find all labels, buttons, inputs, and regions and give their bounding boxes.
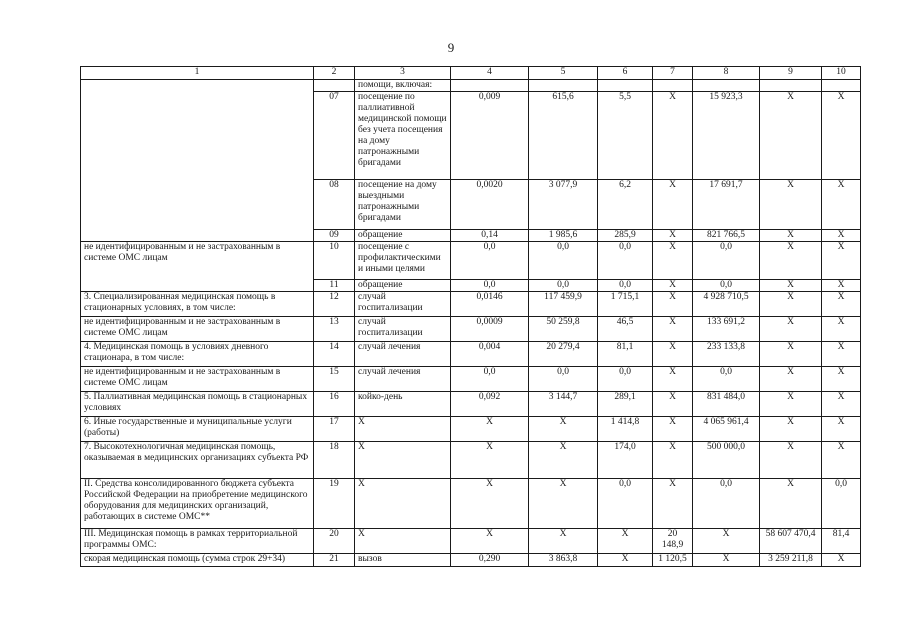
col-header-8: 8 (693, 67, 760, 80)
row-name-cell: не идентифицированным и не застрахованным в системе ОМС лицам (81, 242, 314, 292)
cell-unit: случай госпитализации (355, 292, 451, 317)
cell-c4: 0,0020 (451, 180, 529, 230)
cell-code: 08 (314, 180, 355, 230)
cell-c10: X (822, 180, 861, 230)
cell-c5: 1 985,6 (529, 230, 598, 242)
cell-c10: X (822, 292, 861, 317)
cell-unit: обращение (355, 280, 451, 292)
row-name-cell: скорая медицинская помощь (сумма строк 29+34) (81, 554, 314, 567)
table-row (81, 442, 861, 479)
cell-c9: X (760, 417, 822, 442)
cell-c7: X (653, 292, 693, 317)
cell-c6: X (598, 554, 653, 567)
cell-unit: обращение (355, 230, 451, 242)
cell-c5: 50 259,8 (529, 317, 598, 342)
cell-c8: 0,0 (693, 479, 760, 529)
row-name-cell: не идентифицированным и не застрахованным в системе ОМС лицам (81, 367, 314, 392)
cell-c9: X (760, 342, 822, 367)
cell-c8: 500 000,0 (693, 442, 760, 479)
table-row (81, 392, 861, 417)
cell-c6: 5,5 (598, 92, 653, 180)
cell-code: 11 (314, 280, 355, 292)
table-row (81, 342, 861, 367)
cell-code: 10 (314, 242, 355, 280)
cell-code: 14 (314, 342, 355, 367)
cell-c6: 174,0 (598, 442, 653, 479)
cell-c9: X (760, 280, 822, 292)
row-name-cell: не идентифицированным и не застрахованным в системе ОМС лицам (81, 317, 314, 342)
cell-c9: X (760, 230, 822, 242)
cell-c5: 0,0 (529, 242, 598, 280)
cell-c10: X (822, 317, 861, 342)
col-header-7: 7 (653, 67, 693, 80)
cell-c8: 4 065 961,4 (693, 417, 760, 442)
cell-code: 12 (314, 292, 355, 317)
cell-unit: посещение на дому выездными патронажными бригадами (355, 180, 451, 230)
cell-c5: 117 459,9 (529, 292, 598, 317)
cell-code: 19 (314, 479, 355, 529)
cell-c7: X (653, 317, 693, 342)
cell-c9: X (760, 367, 822, 392)
cell-c8: 15 923,3 (693, 92, 760, 180)
cell-c10: X (822, 554, 861, 567)
cell-c6: 0,0 (598, 367, 653, 392)
table-row (81, 242, 861, 280)
cell-c6: 0,0 (598, 479, 653, 529)
cell-c7: X (653, 342, 693, 367)
cell-code: 16 (314, 392, 355, 417)
cell-code: 17 (314, 417, 355, 442)
cell-c7: X (653, 280, 693, 292)
cell-c10: X (822, 280, 861, 292)
table-row (81, 417, 861, 442)
cell-c4: 0,009 (451, 92, 529, 180)
cell-c4: 0,0146 (451, 292, 529, 317)
cell-c9: X (760, 92, 822, 180)
cell-c7: 1 120,5 (653, 554, 693, 567)
col-header-3: 3 (355, 67, 451, 80)
col-header-4: 4 (451, 67, 529, 80)
row-name-cell: II. Средства консолидированного бюджета субъекта Российской Федерации на приобретение медицинского оборудования для медицинских организаций, работающих в системе ОМС** (81, 479, 314, 529)
continuation-row (81, 80, 861, 92)
row-name-cell: 7. Высокотехнологичная медицинская помощь, оказываемая в медицинских организациях субъекта РФ (81, 442, 314, 479)
col-header-5: 5 (529, 67, 598, 80)
cell-c8: 0,0 (693, 367, 760, 392)
cell-c4: 0,14 (451, 230, 529, 242)
cell-c4: 0,0 (451, 367, 529, 392)
cell-c6: 6,2 (598, 180, 653, 230)
cell-c10: X (822, 417, 861, 442)
cell-c5: 3 077,9 (529, 180, 598, 230)
cell-c4: X (451, 529, 529, 554)
cell-c7: X (653, 230, 693, 242)
cell-c8: 831 484,0 (693, 392, 760, 417)
table-row (81, 529, 861, 554)
row-name-cell: 5. Паллиативная медицинская помощь в стационарных условиях (81, 392, 314, 417)
cell-c9: X (760, 180, 822, 230)
cell-c5: X (529, 479, 598, 529)
cell-c10: 81,4 (822, 529, 861, 554)
cell-c8: 233 133,8 (693, 342, 760, 367)
cell-c10: 0,0 (822, 479, 861, 529)
cell-c8: 4 928 710,5 (693, 292, 760, 317)
header-row (81, 67, 861, 80)
cell-c7: X (653, 367, 693, 392)
cell-c4: 0,092 (451, 392, 529, 417)
cell-c5: 0,0 (529, 367, 598, 392)
cell-unit: X (355, 417, 451, 442)
col-header-2: 2 (314, 67, 355, 80)
cell-c10: X (822, 367, 861, 392)
financing-table (80, 66, 861, 567)
cell-c9: 3 259 211,8 (760, 554, 822, 567)
cell-code: 13 (314, 317, 355, 342)
cell-c9: X (760, 479, 822, 529)
cell-c4: X (451, 479, 529, 529)
cell-c5: X (529, 417, 598, 442)
cell-unit: X (355, 442, 451, 479)
cell-c6: 0,0 (598, 280, 653, 292)
cell-c5: 20 279,4 (529, 342, 598, 367)
cell-c8: X (693, 554, 760, 567)
cell-unit: случай госпитализации (355, 317, 451, 342)
cell-c9: X (760, 392, 822, 417)
cell-c10: X (822, 92, 861, 180)
cell-c5: 0,0 (529, 280, 598, 292)
row-name-cell: 4. Медицинская помощь в условиях дневного стационара, в том числе: (81, 342, 314, 367)
cell-c7: X (653, 392, 693, 417)
cell-c5: X (529, 529, 598, 554)
cell-unit: вызов (355, 554, 451, 567)
cell-c4: 0,004 (451, 342, 529, 367)
continuation-label: помощи, включая: (355, 80, 451, 92)
cell-c10: X (822, 230, 861, 242)
cell-unit: случай лечения (355, 342, 451, 367)
cell-c7: X (653, 479, 693, 529)
page-number: 9 (447, 40, 455, 55)
cell-c7: X (653, 180, 693, 230)
cell-c10: X (822, 342, 861, 367)
cell-c7: X (653, 417, 693, 442)
cell-code: 09 (314, 230, 355, 242)
table-row (81, 367, 861, 392)
cell-c6: 81,1 (598, 342, 653, 367)
cell-c8: 17 691,7 (693, 180, 760, 230)
cell-unit: случай лечения (355, 367, 451, 392)
cell-code: 21 (314, 554, 355, 567)
col-header-10: 10 (822, 67, 861, 80)
cell-c6: X (598, 529, 653, 554)
cell-c6: 1 414,8 (598, 417, 653, 442)
cell-c8: 821 766,5 (693, 230, 760, 242)
cell-c8: 133 691,2 (693, 317, 760, 342)
cell-c10: X (822, 392, 861, 417)
merged-name-cell (81, 80, 314, 242)
cell-c7: X (653, 92, 693, 180)
col-header-9: 9 (760, 67, 822, 80)
cell-c4: 0,0009 (451, 317, 529, 342)
cell-code: 20 (314, 529, 355, 554)
cell-c6: 289,1 (598, 392, 653, 417)
cell-code: 07 (314, 92, 355, 180)
cell-c5: 3 144,7 (529, 392, 598, 417)
cell-c4: 0,0 (451, 242, 529, 280)
table-row (81, 479, 861, 529)
cell-c6: 285,9 (598, 230, 653, 242)
cell-unit: X (355, 479, 451, 529)
cell-c6: 46,5 (598, 317, 653, 342)
cell-code: 15 (314, 367, 355, 392)
table-row (81, 292, 861, 317)
cell-unit: посещение с профилактическими и иными целями (355, 242, 451, 280)
cell-c9: 58 607 470,4 (760, 529, 822, 554)
table-row (81, 317, 861, 342)
cell-c7: X (653, 442, 693, 479)
cell-c8: X (693, 529, 760, 554)
cell-c9: X (760, 317, 822, 342)
cell-c9: X (760, 442, 822, 479)
cell-c9: X (760, 292, 822, 317)
cell-c8: 0,0 (693, 242, 760, 280)
cell-c6: 0,0 (598, 242, 653, 280)
cell-c9: X (760, 242, 822, 280)
cell-c6: 1 715,1 (598, 292, 653, 317)
row-name-cell: 3. Специализированная медицинская помощь в стационарных условиях, в том числе: (81, 292, 314, 317)
cell-c7: X (653, 242, 693, 280)
col-header-6: 6 (598, 67, 653, 80)
cell-unit: посещение по паллиативной медицинской помощи без учета посещения на дому патронажными бригадами (355, 92, 451, 180)
cell-c8: 0,0 (693, 280, 760, 292)
cell-c4: 0,0 (451, 280, 529, 292)
cell-c5: X (529, 442, 598, 479)
cell-unit: койко-день (355, 392, 451, 417)
row-name-cell: III. Медицинская помощь в рамках территориальной программы ОМС: (81, 529, 314, 554)
cell-c4: X (451, 417, 529, 442)
cell-c4: X (451, 442, 529, 479)
cell-c7: 20 148,9 (653, 529, 693, 554)
cell-c10: X (822, 242, 861, 280)
col-header-1: 1 (81, 67, 314, 80)
table-row (81, 554, 861, 567)
cell-c10: X (822, 442, 861, 479)
cell-c4: 0,290 (451, 554, 529, 567)
cell-c5: 615,6 (529, 92, 598, 180)
cell-code: 18 (314, 442, 355, 479)
cell-unit: X (355, 529, 451, 554)
cell-c5: 3 863,8 (529, 554, 598, 567)
row-name-cell: 6. Иные государственные и муниципальные услуги (работы) (81, 417, 314, 442)
